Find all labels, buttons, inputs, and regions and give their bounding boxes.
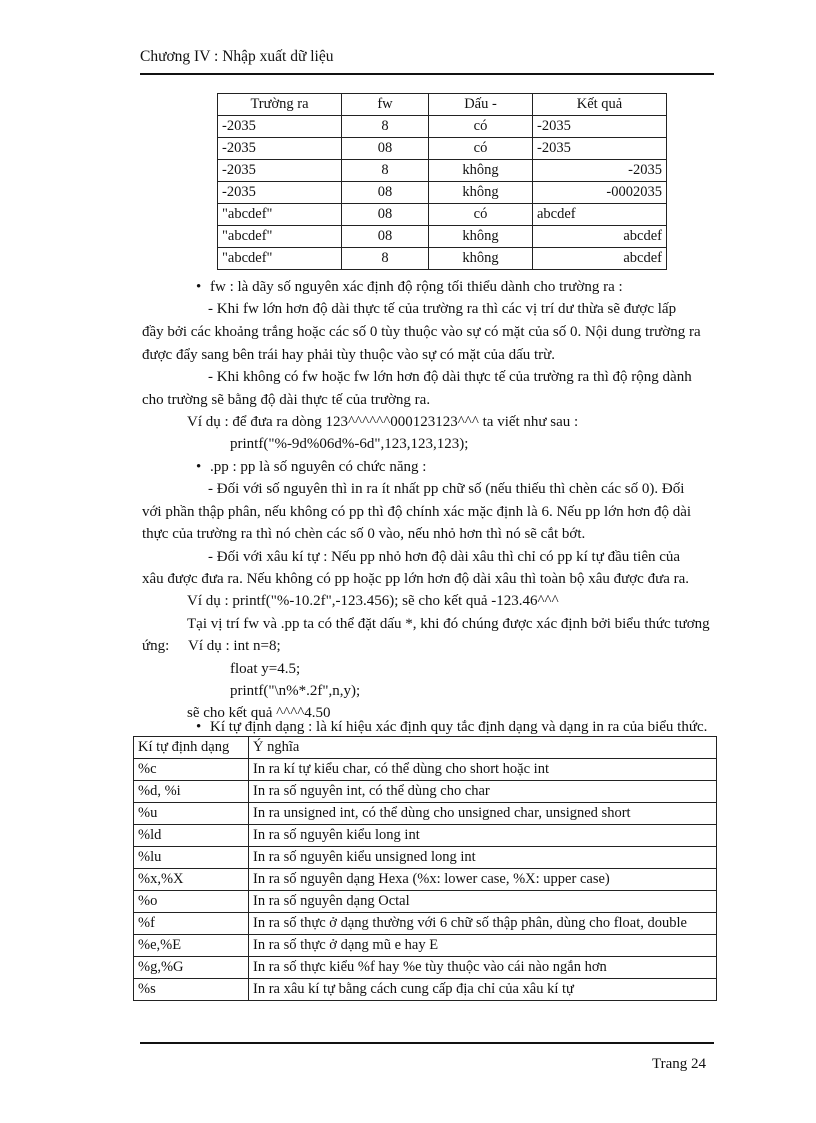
table-cell: In ra số thực kiểu %f hay %e tùy thuộc vào cái nào ngắn hơn (249, 957, 717, 979)
table-cell: %e,%E (134, 935, 249, 957)
table-cell: %s (134, 979, 249, 1001)
table-cell: "abcdef" (218, 248, 342, 270)
table-row (218, 138, 667, 160)
footer-divider (140, 1042, 714, 1044)
table-cell: abcdef (533, 226, 667, 248)
paragraph-line: được đẩy sang bên trái hay phải tùy thuộc vào sự có mặt của dấu trừ. (142, 347, 556, 363)
paragraph-line: với phần thập phân, nếu không có pp thì độ chính xác mặc định là 6. Nếu pp lớn hơn độ dài (142, 504, 692, 520)
table-cell: có (429, 116, 533, 138)
table-cell: In ra unsigned int, có thể dùng cho unsigned char, unsigned short (249, 803, 717, 825)
table-row (134, 979, 717, 1001)
table-cell: In ra số nguyên dạng Octal (249, 891, 717, 913)
code-line: printf("\n%*.2f",n,y); (230, 683, 361, 699)
table-cell: không (429, 182, 533, 204)
table-cell: -0002035 (533, 182, 667, 204)
paragraph-line: cho trường sẽ bằng độ dài thực tế của trường ra. (142, 392, 431, 408)
table-cell: không (429, 226, 533, 248)
example-line: Ví dụ : để đưa ra dòng 123^^^^^^000123123^^^ ta viết như sau : (187, 414, 579, 430)
table-cell: 8 (342, 248, 429, 270)
table-row (134, 847, 717, 869)
table-row (218, 248, 667, 270)
table-cell: %x,%X (134, 869, 249, 891)
table-row (218, 182, 667, 204)
table-row (134, 803, 717, 825)
table-cell: In ra số thực ở dạng mũ e hay E (249, 935, 717, 957)
table-cell: %g,%G (134, 957, 249, 979)
table-cell: In ra số nguyên dạng Hexa (%x: lower case, %X: upper case) (249, 869, 717, 891)
table-row (218, 226, 667, 248)
bullet-fw: • fw : là dãy số nguyên xác định độ rộng tối thiểu dành cho trường ra : (196, 277, 623, 297)
table-row (134, 759, 717, 781)
table-cell: -2035 (218, 182, 342, 204)
table-cell: In ra số nguyên kiểu unsigned long int (249, 847, 717, 869)
table-header-cell: Kết quả (533, 94, 667, 116)
bullet-pp: • .pp : pp là số nguyên có chức năng : (196, 457, 426, 477)
paragraph-line: - Đối với số nguyên thì in ra ít nhất pp chữ số (nếu thiếu thì chèn các số 0). Đối (208, 481, 685, 497)
table-cell: 08 (342, 182, 429, 204)
table-row (134, 869, 717, 891)
paragraph-line: ứng: (142, 638, 170, 654)
table-row (134, 781, 717, 803)
paragraph-line: đầy bởi các khoảng trắng hoặc các số 0 tùy thuộc vào sự có mặt của số 0. Nội dung trường ra (142, 324, 701, 340)
page-header-title: Chương IV : Nhập xuất dữ liệu (140, 48, 334, 65)
table-cell: abcdef (533, 248, 667, 270)
table-cell: %ld (134, 825, 249, 847)
table-cell: In ra kí tự kiểu char, có thể dùng cho short hoặc int (249, 759, 717, 781)
table-header-cell: Kí tự định dạng (134, 737, 249, 759)
table-cell: -2035 (218, 160, 342, 182)
table-cell: không (429, 248, 533, 270)
table-cell: 8 (342, 160, 429, 182)
paragraph-line: Tại vị trí fw và .pp ta có thể đặt dấu *, khi đó chúng được xác định bởi biểu thức tương (187, 616, 710, 632)
bullet-format-chars: • Kí tự định dạng : là kí hiệu xác định quy tắc định dạng và dạng in ra của biểu thức. (196, 717, 707, 737)
table-header-row (218, 94, 667, 116)
table-cell: -2035 (533, 138, 667, 160)
table-cell: In ra xâu kí tự bằng cách cung cấp địa chỉ của xâu kí tự (249, 979, 717, 1001)
format-specifier-table (133, 736, 717, 1001)
table-cell: %d, %i (134, 781, 249, 803)
table-cell: 08 (342, 204, 429, 226)
table-cell: 8 (342, 116, 429, 138)
table-header-cell: Dấu - (429, 94, 533, 116)
table-cell: %o (134, 891, 249, 913)
table-row (218, 160, 667, 182)
table-cell: có (429, 204, 533, 226)
table-header-cell: Ý nghĩa (249, 737, 717, 759)
example-line: Ví dụ : int n=8; (188, 638, 281, 654)
table-cell: có (429, 138, 533, 160)
table-row (134, 913, 717, 935)
table-cell: -2035 (533, 116, 667, 138)
table-cell: không (429, 160, 533, 182)
table-row (218, 204, 667, 226)
table-cell: %f (134, 913, 249, 935)
table-row (134, 891, 717, 913)
table-cell: abcdef (533, 204, 667, 226)
table-row (134, 825, 717, 847)
table-row (134, 935, 717, 957)
paragraph-line: thực của trường ra thì nó chèn các số 0 vào, nếu nhỏ hơn thì nó sẽ cắt bớt. (142, 526, 586, 542)
table-cell: "abcdef" (218, 226, 342, 248)
table-cell: In ra số nguyên int, có thể dùng cho char (249, 781, 717, 803)
code-line: printf("%-9d%06d%-6d",123,123,123); (230, 436, 469, 452)
table-cell: %c (134, 759, 249, 781)
table-cell: In ra số thực ở dạng thường với 6 chữ số thập phân, dùng cho float, double (249, 913, 717, 935)
example-line: Ví dụ : printf("%-10.2f",-123.456); sẽ cho kết quả -123.46^^^ (187, 593, 559, 609)
table-header-row (134, 737, 717, 759)
table-cell: "abcdef" (218, 204, 342, 226)
table-cell: %u (134, 803, 249, 825)
table-cell: 08 (342, 226, 429, 248)
paragraph-line: - Khi không có fw hoặc fw lớn hơn độ dài thực tế của trường ra thì độ rộng dành (208, 369, 692, 385)
paragraph-line: xâu được đưa ra. Nếu không có pp hoặc pp lớn hơn độ dài xâu thì toàn bộ xâu được đưa ra. (142, 571, 690, 587)
table-header-cell: Trường ra (218, 94, 342, 116)
header-divider (140, 73, 714, 75)
table-cell: -2035 (218, 116, 342, 138)
page-number: Trang 24 (652, 1056, 707, 1072)
table-cell: %lu (134, 847, 249, 869)
table-row (134, 957, 717, 979)
table-cell: In ra số nguyên kiểu long int (249, 825, 717, 847)
field-width-table (217, 93, 667, 270)
paragraph-line: - Khi fw lớn hơn độ dài thực tế của trường ra thì các vị trí dư thừa sẽ được lấp (208, 301, 677, 317)
table-cell: -2035 (533, 160, 667, 182)
table-row (218, 116, 667, 138)
example-result-line: sẽ cho kết quả ^^^^4.50 (187, 705, 331, 721)
paragraph-line: - Đối với xâu kí tự : Nếu pp nhỏ hơn độ dài xâu thì chỉ có pp kí tự đầu tiên của (208, 549, 681, 565)
code-line: float y=4.5; (230, 661, 301, 677)
table-header-cell: fw (342, 94, 429, 116)
table-cell: 08 (342, 138, 429, 160)
table-cell: -2035 (218, 138, 342, 160)
